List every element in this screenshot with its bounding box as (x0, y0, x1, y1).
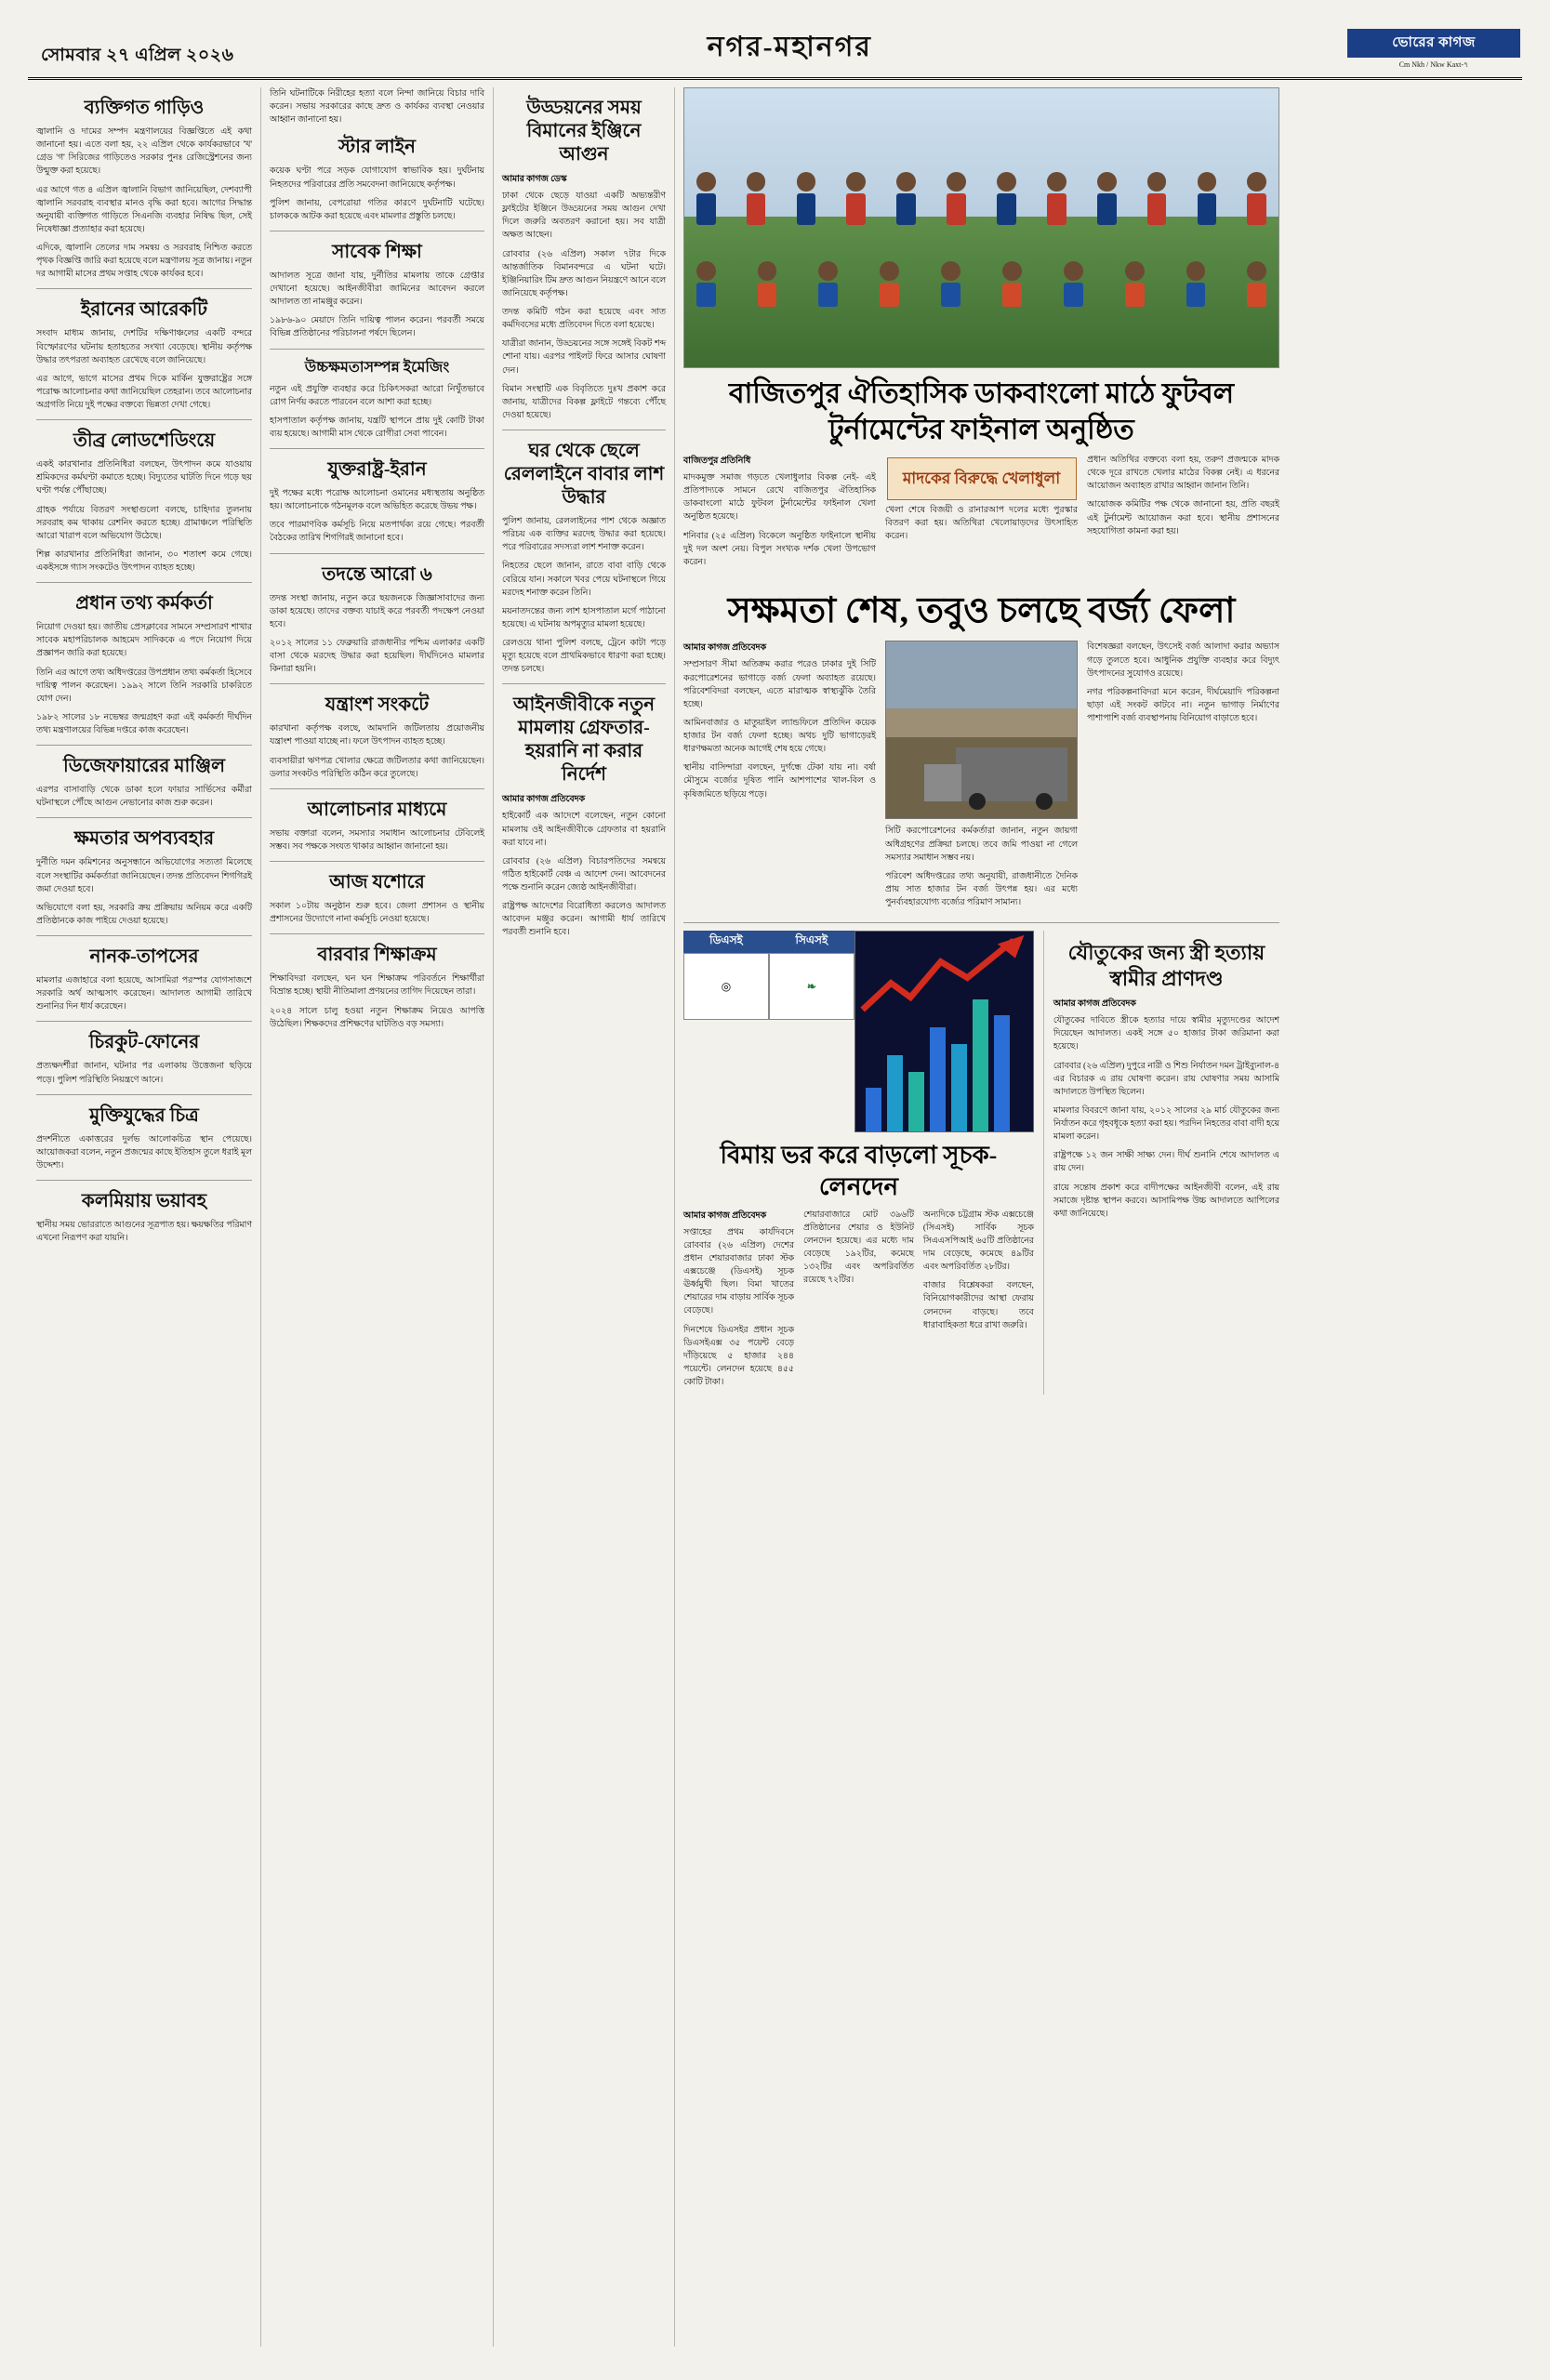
headline-dowry: যৌতুকের জন্য স্ত্রী হত্যায় স্বামীর প্রাণদণ্ড (1067, 941, 1265, 990)
article-text: নিহতের ছেলে জানান, রাতে বাবা বাড়ি থেকে বেরিয়ে যান। সকালে খবর পেয়ে ঘটনাস্থলে গিয়ে মরদেহ শনাক্ত করেন তিনি। (502, 562, 666, 598)
article-text: আদালত সূত্রে জানা যায়, দুর্নীতির মামলায় তাকে গ্রেপ্তার দেখানো হয়েছে। আইনজীবীরা জামিনের আবেদন করলে আদালত তা নামঞ্জুর করেন। (270, 271, 484, 308)
headline-father-body: ঘর থেকে ছেলে রেললাইনে বাবার লাশ উদ্ধার (503, 441, 665, 508)
headline-usa-iran: যুক্তরাষ্ট্র-ইরান (327, 459, 427, 480)
article-text: তিনি ঘটনাটিকে নিরীহের হত্যা বলে নিন্দা জানিয়ে বিচার দাবি করেন। সভায় সরকারের কাছে দ্রুত ও কার্যকর ব্যবস্থা নেওয়ার আহ্বান জানানো হয়। (270, 89, 484, 126)
headline-kolmia-fire: কলমিয়ায় ভয়াবহ (81, 1191, 207, 1211)
article-text: যাত্রীরা জানান, উড্ডয়নের সঙ্গে সঙ্গেই বিকট শব্দ শোনা যায়। এরপর পাইলট ফিরে আসার ঘোষণা দেন। (502, 339, 666, 376)
truck (956, 747, 1067, 801)
article-text: আমিনবাজার ও মাতুয়াইল ল্যান্ডফিলে প্রতিদিন কয়েক হাজার টন বর্জ্য ফেলা হচ্ছে। অথচ দুটি ভাগাড়েরই ধারণক্ষমতা অনেক আগেই শেষ হয়ে গেছে। (683, 718, 876, 755)
article-text: শিক্ষাবিদরা বলছেন, ঘন ঘন শিক্ষাক্রম পরিবর্তনে শিক্ষার্থীরা বিভ্রান্ত হচ্ছে। স্থায়ী নীতিমালা প্রণয়নের তাগিদ দিয়েছেন তারা। (270, 974, 484, 998)
byline: আমার কাগজ প্রতিবেদক (683, 643, 766, 654)
page-number: -৭ (1461, 60, 1469, 69)
article-text: রোববার (২৬ এপ্রিল) সকাল ৭টার দিকে আন্তর্জাতিক বিমানবন্দরে এ ঘটনা ঘটে। ইঞ্জিনিয়ারিং টিম দ্রুত আগুন নিয়ন্ত্রণে আনে বলে জানিয়েছে কর্তৃপক্ষ। (502, 249, 666, 298)
headline-imaging: উচ্চক্ষমতাসম্পন্ন ইমেজিং (304, 359, 450, 376)
section-title: নগর-মহানগর (707, 32, 872, 62)
dowry-story (1043, 931, 1279, 1395)
article-text: স্থানীয় সময় ভোররাতে আগুনের সূত্রপাত হয়। ক্ষয়ক্ষতির পরিমাণ এখনো নিরূপণ করা যায়নি। (36, 1221, 252, 1244)
waste-col-1 (683, 641, 876, 915)
article-text: খেলা শেষে বিজয়ী ও রানারআপ দলের মধ্যে পুরস্কার বিতরণ করা হয়। অতিথিরা খেলোয়াড়দের উৎসাহিত করেন। (885, 505, 1078, 542)
anti-drug-ad: মাদকের বিরুদ্ধে খেলাধুলা (887, 457, 1077, 500)
headline-star-line: স্টার লাইন (338, 137, 416, 158)
uptrend-arrow-icon (855, 932, 1033, 1021)
article-text: স্থানীয় বাসিন্দারা বলছেন, দুর্গন্ধে টেকা যায় না। বর্ষা মৌসুমে বর্জ্যের দূষিত পানি আশপাশের খাল-বিল ও কৃষিজমিতে ছড়িয়ে পড়ে। (683, 763, 876, 800)
masthead (28, 24, 1522, 80)
article-text: পরিবেশ অধিদপ্তরের তথ্য অনুযায়ী, রাজধানীতে দৈনিক প্রায় সাত হাজার টন বর্জ্য উৎপন্ন হয়। এর মধ্যে পুনর্ব্যবহারযোগ্য বর্জ্যের পরিমাণ সামান্য। (885, 871, 1078, 907)
article-text: তদন্ত সংস্থা জানায়, নতুন করে ছয়জনকে জিজ্ঞাসাবাদের জন্য ডাকা হয়েছে। তাদের বক্তব্য যাচাই করে পরবর্তী পদক্ষেপ নেওয়া হবে। (270, 593, 484, 629)
headline-through-discussion: আলোচনার মাধ্যমে (307, 799, 447, 820)
headline-lawyer-order: আইনজীবীকে নতুন মামলায় গ্রেফতার-হয়রানি না করার নির্দেশ (512, 694, 656, 786)
article-text: দিনশেষে ডিএসইর প্রধান সূচক ডিএসইএক্স ৩৫ পয়েন্ট বেড়ে দাঁড়িয়েছে ৫ হাজার ২৪৪ পয়েন্টে। লেনদেন হয়েছে ৪৫৫ কোটি টাকা। (683, 1325, 794, 1388)
exchange-logos (683, 931, 1034, 1132)
article-text: শিল্প কারখানার প্রতিনিধিরা জানান, ৩০ শতাংশ কমে গেছে। একইসঙ্গে গ্যাস সংকটেও উৎপাদন ব্যাহত হচ্ছে। (36, 549, 252, 573)
article-text: তদন্ত কমিটি গঠন করা হয়েছে এবং সাত কর্মদিবসের মধ্যে প্রতিবেদন দিতে বলা হয়েছে। (502, 308, 666, 331)
column-2 (260, 87, 493, 2347)
article-text: ময়নাতদন্তের জন্য লাশ হাসপাতাল মর্গে পাঠানো হয়েছে। এ ঘটনায় অপমৃত্যুর মামলা হয়েছে। (502, 606, 666, 629)
article-text: নগর পরিকল্পনাবিদরা মনে করেন, দীর্ঘমেয়াদি পরিকল্পনা ছাড়া এই সংকট কাটবে না। নতুন ভাগাড় নির্মাণের পাশাপাশি বর্জ্য ব্যবস্থাপনায় বিনিয়োগ বাড়াতে হবে। (1087, 687, 1279, 723)
article-text: নিয়োগ দেওয়া হয়। জাতীয় প্রেসক্লাবের সামনে সম্প্রসারণ শাখার সাবেক মহাপরিচালক আহমেদ সাদিককে এ পদে নিয়োগ দিয়ে প্রজ্ঞাপন জারি করা হয়েছে। (36, 623, 252, 659)
article-text: নতুন এই প্রযুক্তি ব্যবহার করে চিকিৎসকরা আরো নিখুঁতভাবে রোগ নির্ণয় করতে পারবেন বলে আশা করা হচ্ছে। (270, 384, 484, 407)
byline: আমার কাগজ প্রতিবেদক (1053, 999, 1136, 1010)
article-text: প্রদর্শনীতে একাত্তরের দুর্লভ আলোকচিত্র স্থান পেয়েছে। আয়োজকরা বলেন, নতুন প্রজন্মের কাছে ইতিহাস তুলে ধরাই মূল উদ্দেশ্য। (36, 1134, 252, 1170)
article-text: জ্বালানি ও দামের সম্পদ মন্ত্রণালয়ের বিজ্ঞপ্তিতে এই কথা জানানো হয়। এতে বলা হয়, ২২ এপ্রিল থেকে কার্যকরভাবে 'খ' গ্রেড 'গ' সিরিজের গাড়িতেও সরকার পুনঃ রেজিস্ট্রেশনের জন্য উন্মুক্ত করা হয়েছে। (36, 127, 252, 177)
article-text: বিমান সংস্থাটি এক বিবৃতিতে দুঃখ প্রকাশ করে জানায়, যাত্রীদের বিকল্প ফ্লাইটে গন্তব্যে পৌঁছে দেওয়া হয়েছে। (502, 384, 666, 420)
article-text: ১৯৮২ সালের ১৮ নভেম্বর জন্মগ্রহণ করা এই কর্মকর্তা দীর্ঘদিন তথ্য মন্ত্রণালয়ের বিভিন্ন দপ্তরে কাজ করেছেন। (36, 712, 252, 735)
headline-stock-index: বিমায় ভর করে বাড়লো সূচক-লেনদেন (720, 1142, 998, 1200)
article-text: এর আগে, ভাগে মাসের প্রথম দিকে মার্কিন যুক্তরাষ্ট্রের সঙ্গে পরোক্ষ আলোচনার কথা জানিয়েছিল তেহরান। তবে আলোচনার অগ্রগতি নিয়ে দুই পক্ষের বক্তব্যে ভিন্নতা দেখা গেছে। (36, 374, 252, 410)
byline: আমার কাগজ প্রতিবেদক (683, 1210, 766, 1221)
headline-liberation-war: মুক্তিযুদ্ধের চিত্র (89, 1104, 199, 1126)
article-text: হাইকোর্ট এক আদেশে বলেছেন, নতুন কোনো মামলায় ওই আইনজীবীকে গ্রেফতার বা হয়রানি করা যাবে না। (502, 812, 666, 848)
article-text: এদিকে, জ্বালানি তেলের দাম সমন্বয় ও সরবরাহ নিশ্চিত করতে পৃথক বিজ্ঞপ্তি জারি করা হয়েছে বলে মন্ত্রণালয় সূত্র জানায়। নতুন দর আগামী মাসের প্রথম সপ্তাহ থেকে কার্যকর হবে। (36, 244, 252, 280)
article-text: দুর্নীতি দমন কমিশনের অনুসন্ধানে অভিযোগের সত্যতা মিলেছে বলে সংস্থাটির কর্মকর্তারা জানিয়েছেন। তদন্ত প্রতিবেদন শিগগিরই জমা দেওয়া হবে। (36, 858, 252, 894)
stock-chart-graphic (854, 931, 1034, 1132)
article-text: আয়োজক কমিটির পক্ষ থেকে জানানো হয়, প্রতি বছরই এই টুর্নামেন্ট আয়োজন করা হবে। স্থানীয় প্রশাসনের সহযোগিতা কামনা করা হয়। (1087, 500, 1279, 536)
masthead-date: সোমবার ২৭ এপ্রিল ২০২৬ (41, 46, 234, 65)
article-text: তিনি এর আগে তথ্য অধিদপ্তরের উপপ্রধান তথ্য কর্মকর্তা হিসেবে দায়িত্ব পালন করেছেন। ১৯৯২ সালে তিনি সরকারি চাকরিতে যোগ দেন। (36, 668, 252, 704)
headline-parts-crisis: যন্ত্রাংশ সংকটে (325, 694, 430, 716)
headline-engine-fire: উড্ডয়নের সময় বিমানের ইঞ্জিনে আগুন (526, 98, 642, 165)
page-columns (28, 87, 1522, 2347)
dse-label: ডিএসই (683, 931, 769, 953)
byline: আমার কাগজ প্রতিবেদক (502, 795, 585, 805)
article-text: সম্প্রসারণ সীমা অতিক্রম করার পরেও ঢাকার দুই সিটি করপোরেশনের ভাগাড়ে বর্জ্য ফেলা অব্যাহত রয়েছে। পরিবেশবিদরা বলছেন, এতে মারাত্মক স্বাস্থ্যঝুঁকি তৈরি হচ্ছে। (683, 660, 876, 709)
football-team-photo (683, 87, 1279, 368)
article-text: রোববার (২৬ এপ্রিল) বিচারপতিদের সমন্বয়ে গঠিত হাইকোর্ট বেঞ্চ এ আদেশ দেন। আবেদনের পক্ষে শুনানি করেন জ্যেষ্ঠ আইনজীবীরা। (502, 856, 666, 892)
article-text: মাদকমুক্ত সমাজ গড়তে খেলাধুলার বিকল্প নেই- এই প্রতিপাদ্যকে সামনে রেখে বাজিতপুর ঐতিহাসিক ডাকবাংলো মাঠে ফুটবল টুর্নামেন্টের ফাইনাল খেলা অনুষ্ঠিত হয়েছে। (683, 473, 876, 522)
headline-former-education: সাবেক শিক্ষা (332, 241, 422, 262)
article-text: সিটি করপোরেশনের কর্মকর্তারা জানান, নতুন জায়গা অধিগ্রহণের প্রক্রিয়া চলছে। তবে জমি পাওয়া না গেলে সমস্যার সমাধান সম্ভব নয়। (885, 826, 1078, 863)
headline-personal-car: ব্যক্তিগত গাড়িও (84, 98, 205, 118)
article-text: ঢাকা থেকে ছেড়ে যাওয়া একটি অভ্যন্তরীণ ফ্লাইটের ইঞ্জিনে উড্ডয়নের সময় আগুন দেখা দিলে জরুরি অবতরণ করানো হয়। সব যাত্রী অক্ষত আছেন। (502, 192, 666, 241)
article-text: রোববার (২৬ এপ্রিল) দুপুরে নারী ও শিশু নির্যাতন দমন ট্রাইব্যুনাল-৪ এর বিচারক এ রায় ঘোষণা করেন। রায় ঘোষণার সময় আসামি আদালতে উপস্থিত ছিলেন। (1053, 1061, 1279, 1097)
article-text: অন্যদিকে চট্টগ্রাম স্টক এক্সচেঞ্জে (সিএসই) সার্বিক সূচক সিএএসপিআই ৬৫টি প্রতিষ্ঠানের দাম বেড়েছে, কমেছে ৪৯টির এবং অপরিবর্তিত ২৮টির। (922, 1210, 1034, 1273)
waste-col-2 (885, 641, 1078, 915)
article-text: ২০২৪ সালে চালু হওয়া নতুন শিক্ষাক্রম নিয়েও আপত্তি উঠেছিল। শিক্ষকদের প্রশিক্ষণের ঘাটতিও বড় সমস্যা। (270, 1006, 484, 1029)
article-text: ২০১২ সালের ১১ ফেব্রুয়ারি রাজধানীর পশ্চিম এলাকার একটি বাসা থেকে মরদেহ উদ্ধার করা হয়েছিল। দীর্ঘদিনেও মামলার কিনারা হয়নি। (270, 638, 484, 675)
stock-story (683, 931, 1034, 1395)
article-text: রায়ে সন্তোষ প্রকাশ করে বাদীপক্ষের আইনজীবী বলেন, এই রায় সমাজে দৃষ্টান্ত স্থাপন করবে। আসামিপক্ষ উচ্চ আদালতে আপিলের কথা জানিয়েছে। (1053, 1183, 1279, 1219)
article-text: সপ্তাহের প্রথম কার্যদিবসে রোববার (২৬ এপ্রিল) দেশের প্রধান শেয়ারবাজার ঢাকা স্টক এক্সচেঞ্জে (ডিএসই) সূচক ঊর্ধ্বমুখী ছিল। বিমা খাতের শেয়ারের দাম বাড়ায় সার্বিক সূচক বেড়েছে। (683, 1227, 794, 1316)
article-text: তবে পারমাণবিক কর্মসূচি নিয়ে মতপার্থক্য রয়ে গেছে। পরবর্তী বৈঠকের তারিখ শিগগিরই জানানো হবে। (270, 521, 484, 544)
article-text: মামলার এজাহারে বলা হয়েছে, আসামিরা পরস্পর যোগসাজশে সরকারি অর্থ আত্মসাৎ করেছেন। আদালত আগামী তারিখে শুনানির দিন ধার্য করেছেন। (36, 976, 252, 1012)
article-text: প্রধান অতিথির বক্তব্যে বলা হয়, তরুণ প্রজন্মকে মাদক থেকে দূরে রাখতে খেলার মাঠের বিকল্প নেই। এ ধরনের আয়োজন অব্যাহত রাখার আহ্বান জানান তিনি। (1087, 456, 1279, 492)
headline-fire-service: ডিজেফায়ারের মাঞ্জিল (62, 756, 226, 777)
article-text: মামলার বিবরণে জানা যায়, ২০১২ সালের ২৯ মার্চ যৌতুকের জন্য নির্যাতন করে গৃহবধূকে হত্যা করা হয়। পরদিন নিহতের বাবা বাদী হয়ে মামলা করেন। (1053, 1105, 1279, 1143)
byline: বাজিতপুর প্রতিনিধি (683, 456, 751, 466)
article-text: সভায় বক্তারা বলেন, সমস্যার সমাধান আলোচনার টেবিলেই সম্ভব। সব পক্ষকে সংযত থাকার আহ্বান জানানো হয়। (270, 828, 484, 852)
headline-power-abuse: ক্ষমতার অপব্যবহার (73, 828, 215, 850)
garbage-truck-photo (885, 641, 1078, 819)
article-text: পুলিশ জানায়, রেললাইনের পাশ থেকে অজ্ঞাত পরিচয় এক ব্যক্তির মরদেহ উদ্ধার করা হয়েছে। পরে পরিবারের সদস্যরা লাশ শনাক্ত করেন। (502, 517, 666, 553)
right-top-col-2 (885, 454, 1078, 575)
article-text: অভিযোগে বলা হয়, সরকারি ক্রয় প্রক্রিয়ায় অনিয়ম করে একটি প্রতিষ্ঠানকে কাজ পাইয়ে দেওয়া হয়েছে। (36, 903, 252, 926)
headline-curriculum: বারবার শিক্ষাক্রম (317, 945, 437, 966)
article-text: এরপর বাসাবাড়ি থেকে ডাকা হলে ফায়ার সার্ভিসের কর্মীরা ঘটনাস্থলে পৌঁছে আগুন নেভানোর কাজ শুরু করেন। (36, 786, 252, 809)
article-text: কারখানা কর্তৃপক্ষ বলছে, আমদানি জটিলতায় প্রয়োজনীয় যন্ত্রাংশ পাওয়া যাচ্ছে না। ফলে উৎপাদন ব্যাহত হচ্ছে। (270, 724, 484, 747)
column-3 (493, 87, 674, 2347)
article-text: বিশেষজ্ঞরা বলছেন, উৎসেই বর্জ্য আলাদা করার অভ্যাস গড়ে তুলতে হবে। আধুনিক প্রযুক্তি ব্যবহার করে বিদ্যুৎ উৎপাদনের সুযোগও রয়েছে। (1087, 642, 1279, 679)
article-text: যৌতুকের দাবিতে স্ত্রীকে হত্যার দায়ে স্বামীর মৃত্যুদণ্ডের আদেশ দিয়েছেন আদালত। একই সঙ্গে ৫০ হাজার টাকা জরিমানা করা হয়েছে। (1053, 1016, 1279, 1052)
article-text: ব্যবসায়ীরা ঋণপত্র খোলার ক্ষেত্রে জটিলতার কথা জানিয়েছেন। ডলার সংকটও পরিস্থিতি কঠিন করে তুলেছে। (270, 756, 484, 779)
right-top-col-1 (683, 454, 876, 575)
newspaper-logo (1345, 29, 1522, 72)
article-text: কয়েক ঘণ্টা পরে সড়ক যোগাযোগ স্বাভাবিক হয়। দুর্ঘটনায় নিহতদের পরিবারের প্রতি সমবেদনা জানিয়েছে কর্তৃপক্ষ। (270, 166, 484, 190)
headline-nanak-tapas: নানক-তাপসের (89, 946, 199, 967)
headline-investigation-six: তদন্তে আরো ৬ (322, 563, 432, 585)
cse-logo: ❧ (769, 953, 854, 1020)
article-text: ১৯৮৬-৯০ মেয়াদে তিনি দায়িত্ব পালন করেন। পরবর্তী সময়ে বিভিন্ন প্রতিষ্ঠানের পরিচালনা পর্ষদে ছিলেন। (270, 316, 484, 339)
article-text: হাসপাতাল কর্তৃপক্ষ জানায়, যন্ত্রটি স্থাপনে প্রায় দুই কোটি টাকা ব্যয় হয়েছে। আগামী মাস থেকে রোগীরা সেবা পাবেন। (270, 416, 484, 439)
logo-text: ভোরের কাগজ (1392, 35, 1476, 50)
article-text: পুলিশ জানায়, বেপরোয়া গতির কারণে দুর্ঘটনাটি ঘটেছে। চালককে আটক করা হয়েছে এবং মামলার প্রস্তুতি চলছে। (270, 198, 484, 221)
headline-loadshedding: তীব্র লোডশেডিংয়ে (73, 430, 216, 452)
article-text: রাষ্ট্রপক্ষ আদেশের বিরোধিতা করলেও আদালত আবেদন মঞ্জুর করেন। আগামী ধার্য তারিখে পরবর্তী শুনানি হবে। (502, 902, 666, 938)
byline: আমার কাগজ ডেস্ক (502, 175, 567, 184)
headline-note-phone: চিরকুট-ফোনের (88, 1032, 200, 1053)
logo-subtext: Cm Nkh / Nkw Kaxt (1398, 60, 1462, 69)
headline-waste: সক্ষমতা শেষ, তবুও চলছে বর্জ্য ফেলা (727, 590, 1236, 630)
article-text: এর আগে গত ৪ এপ্রিল জ্বালানি বিভাগ জানিয়েছিল, দেশব্যাপী জ্বালানি সরবরাহ ব্যবস্থার মানও বৃদ্ধি করা হবে। আগের সিদ্ধান্ত অনুযায়ী ব্যক্তিগত গাড়িতে সিএনজি ব্যবহার নিষিদ্ধ ছিল, সেই নিষেধাজ্ঞা প্রত্যাহার করা হয়েছে। (36, 185, 252, 234)
headline-today-jessore: আজ যশোরে (329, 872, 425, 892)
article-text: শনিবার (২৫ এপ্রিল) বিকেলে অনুষ্ঠিত ফাইনালে স্থানীয় দুই দল অংশ নেয়। বিপুল সংখ্যক দর্শক খেলা উপভোগ করেন। (683, 531, 876, 567)
right-top-col-3 (1087, 454, 1279, 575)
article-text: সকাল ১০টায় অনুষ্ঠান শুরু হবে। জেলা প্রশাসন ও স্থানীয় প্রশাসনের উদ্যোগে নানা কর্মসূচি নেওয়া হয়েছে। (270, 902, 484, 925)
headline-chief-info-officer: প্রধান তথ্য কর্মকর্তা (75, 593, 213, 615)
article-text: রেলওয়ে থানা পুলিশ বলছে, ট্রেনে কাটা পড়ে মৃত্যু হয়েছে বলে প্রাথমিকভাবে ধারণা করা হচ্ছে। তদন্ত চলছে। (502, 639, 666, 675)
waste-col-3 (1087, 641, 1279, 915)
column-1 (28, 87, 260, 2347)
article-text: গ্রাহক পর্যায়ে বিতরণ সংস্থাগুলো বলছে, চাহিদার তুলনায় সরবরাহ কম থাকায় রেশনিং করতে হচ্ছে। গ্রামাঞ্চলে পরিস্থিতি আরো খারাপ বলে অভিযোগ উঠেছে। (36, 505, 252, 541)
article-text: সংবাদ মাধ্যম জানায়, দেশটির দক্ষিণাঞ্চলের একটি বন্দরে বিস্ফোরণের ঘটনায় হতাহতের সংখ্যা বেড়েছে। স্থানীয় কর্তৃপক্ষ উদ্ধার তৎপরতা অব্যাহত রেখেছে বলে জানিয়েছে। (36, 329, 252, 365)
cse-label: সিএসই (769, 931, 854, 953)
article-text: একই কারখানার প্রতিনিধিরা বলছেন, উৎপাদন কমে যাওয়ায় শ্রমিকদের কর্মঘণ্টা কমাতে হচ্ছে। বিদ্যুতের ঘাটতি দিনে গড়ে ছয় ঘণ্টা পর্যন্ত পৌঁছাচ্ছে। (36, 460, 252, 496)
article-text: শেয়ারবাজারে মোট ৩৯৬টি প্রতিষ্ঠানের শেয়ার ও ইউনিট লেনদেন হয়েছে। এর মধ্যে দাম বেড়েছে ১৯২টির, কমেছে ১৩২টির এবং অপরিবর্তিত রয়েছে ৭২টির। (802, 1210, 914, 1286)
right-block (674, 87, 1288, 2347)
article-text: রাষ্ট্রপক্ষে ১২ জন সাক্ষী সাক্ষ্য দেন। দীর্ঘ শুনানি শেষে আদালত এ রায় দেন। (1053, 1151, 1279, 1174)
article-text: বাজার বিশ্লেষকরা বলছেন, বিনিয়োগকারীদের আস্থা ফেরায় লেনদেন বাড়ছে। তবে ধারাবাহিকতা ধরে রাখা জরুরি। (922, 1281, 1034, 1330)
article-text: প্রত্যক্ষদর্শীরা জানান, ঘটনার পর এলাকায় উত্তেজনা ছড়িয়ে পড়ে। পুলিশ পরিস্থিতি নিয়ন্ত্রণে আনে। (36, 1062, 252, 1085)
article-text: দুই পক্ষের মধ্যে পরোক্ষ আলোচনা ওমানের মধ্যস্থতায় অনুষ্ঠিত হয়। আলোচনাকে গঠনমূলক বলে অভিহিত করেছে উভয় পক্ষ। (270, 489, 484, 512)
dse-logo: ◎ (683, 953, 769, 1020)
headline-iran: ইরানের আরেকটি (80, 299, 208, 321)
headline-football-final: বাজিতপুর ঐতিহাসিক ডাকবাংলো মাঠে ফুটবল টুর্নামেন্টের ফাইনাল অনুষ্ঠিত (728, 378, 1235, 445)
